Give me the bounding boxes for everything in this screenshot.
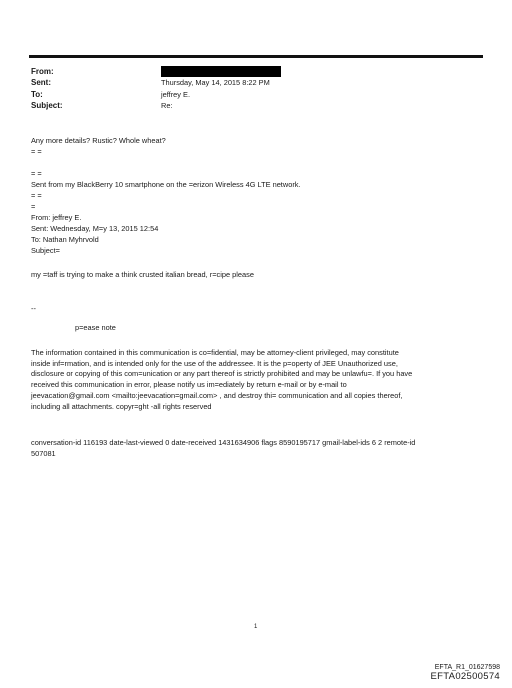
disclaimer-line: received this communication in error, please notify us im=ediately by return e-mail or by e-mail to [31, 380, 347, 390]
to-value: jeffrey E. [161, 90, 191, 99]
redaction-bar [161, 66, 281, 77]
separator: = [31, 202, 36, 211]
disclaimer-line: jeevacation@gmail.com <mailto:jeevacation=gmail.com> , and destroy thi= communication and all copies thereof, [31, 390, 403, 400]
separator: = = [31, 169, 42, 178]
signature-dashes: -- [31, 304, 36, 313]
subject-label: Subject: [31, 101, 63, 110]
disclaimer-line: disclosure or copying of this com=unication or any part thereof is strictly prohibited and may be unlawfu=. If you have [31, 369, 413, 379]
disclaimer-line: inside inf=rmation, and is intended only for the use of the addressee. It is the p=operty of JEE Unauthorized use, [31, 358, 398, 368]
quoted-subject: Subject= [31, 246, 60, 255]
disclaimer [31, 348, 481, 412]
metadata-line: conversation-id 116193 date-last-viewed 0 date-received 1431634906 flags 8590195717 gmail-label-ids 6 2 remote-id [31, 438, 416, 447]
reply-line: Any more details? Rustic? Whole wheat? [31, 136, 166, 145]
page-number: 1 [254, 624, 258, 630]
efta-small-id: EFTA_R1_01627598 [434, 664, 500, 671]
sent-from-line: Sent from my BlackBerry 10 smartphone on the =erizon Wireless 4G LTE network. [31, 180, 301, 189]
separator: = = [31, 191, 42, 200]
quoted-body: my =taff is trying to make a think crusted italian bread, r=cipe please [31, 270, 254, 279]
header-rule [29, 55, 483, 58]
quoted-to: To: Nathan Myhrvold [31, 235, 99, 244]
metadata-line: 507081 [31, 448, 56, 458]
sent-value: Thursday, May 14, 2015 8:22 PM [161, 78, 270, 87]
quoted-from: From: jeffrey E. [31, 213, 82, 222]
metadata-block [31, 438, 481, 459]
to-label: To: [31, 90, 43, 99]
subject-value: Re: [161, 101, 173, 110]
disclaimer-line: The information contained in this communication is co=fidential, may be attorney-client privileged, may constitute [31, 348, 399, 357]
from-label: From: [31, 67, 54, 76]
sent-label: Sent: [31, 78, 51, 87]
separator: = = [31, 147, 42, 156]
efta-large-id: EFTA02500574 [430, 671, 500, 682]
please-note: p=ease note [75, 323, 116, 332]
quoted-sent: Sent: Wednesday, M=y 13, 2015 12:54 [31, 224, 159, 233]
disclaimer-line: including all attachments. copyr=ght -all rights reserved [31, 401, 212, 411]
